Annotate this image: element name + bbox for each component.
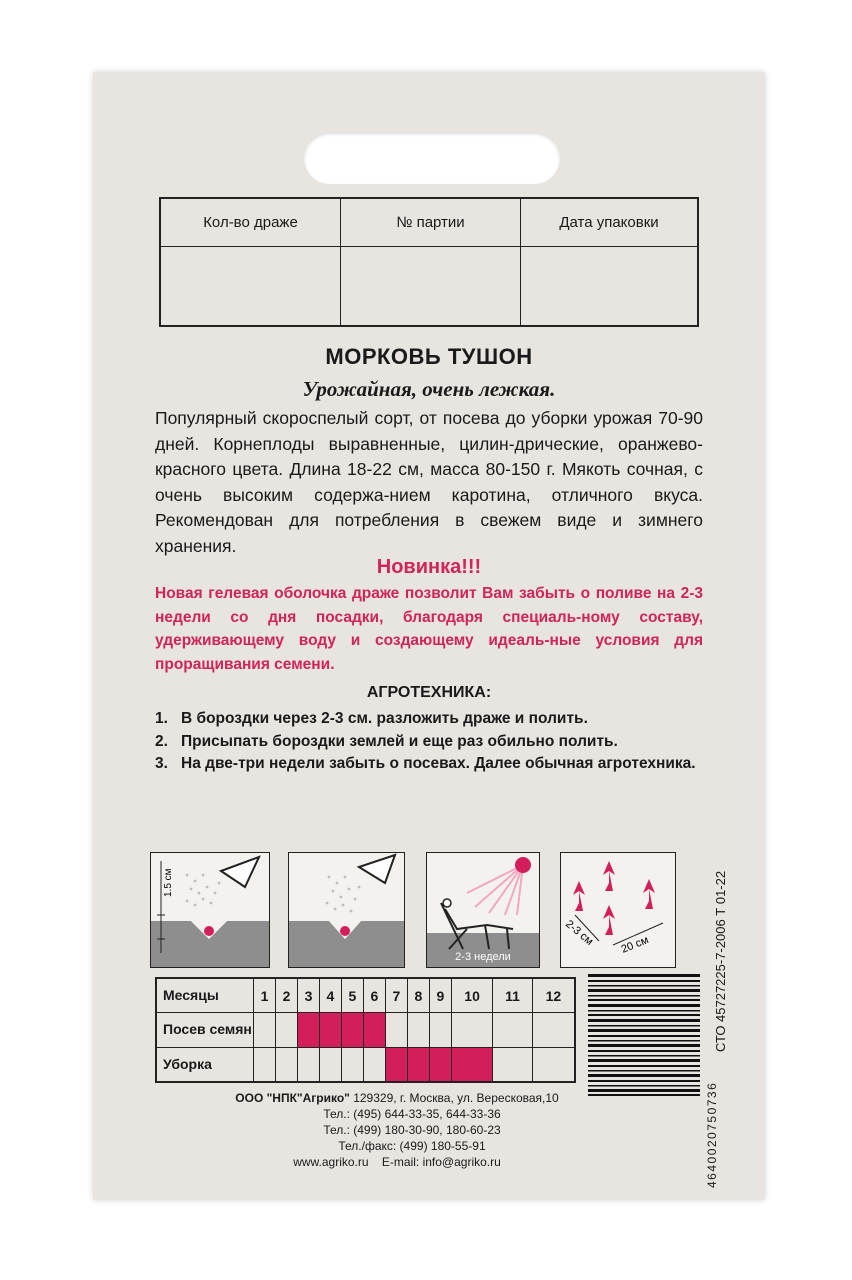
company-name: ООО "НПК"Агрико" xyxy=(235,1091,350,1105)
step-number: 2. xyxy=(155,732,168,750)
website-link[interactable]: www.agriko.ru xyxy=(293,1155,369,1169)
step-text: В бороздки через 2-3 см. разложить драже и полить. xyxy=(181,710,588,727)
calendar-cell xyxy=(532,1013,575,1047)
calendar-cell xyxy=(297,1047,319,1082)
sowing-pictogram xyxy=(150,852,270,968)
calendar-cell xyxy=(319,1013,341,1047)
calendar-cell xyxy=(385,1047,407,1082)
calendar-cell xyxy=(254,1047,276,1082)
month-cell: 2 xyxy=(275,978,297,1013)
agrotech-step xyxy=(155,731,703,754)
phone-line-2: Тел.: (499) 180-30-90, 180-60-23 xyxy=(323,1123,501,1137)
calendar-cell xyxy=(275,1047,297,1082)
planting-scheme-pictogram xyxy=(560,852,676,968)
calendar-cell xyxy=(341,1013,363,1047)
months-label: Месяцы xyxy=(156,978,254,1013)
weeks-label: 2-3 недели xyxy=(455,951,511,963)
month-cell: 12 xyxy=(532,978,575,1013)
company-footer xyxy=(157,1090,637,1170)
spacing-large-label: 20 см xyxy=(619,934,651,956)
product-title: МОРКОВЬ ТУШОН xyxy=(325,344,533,369)
month-cell: 7 xyxy=(385,978,407,1013)
agrotech-step xyxy=(155,708,703,731)
agrotech-step xyxy=(155,753,703,776)
spacing-small-label: 2-3 см xyxy=(563,918,596,948)
calendar-cell xyxy=(493,1013,533,1047)
sowing-calendar xyxy=(155,977,576,1083)
standard-code: СТО 45727225-7-2006 Т 01-22 xyxy=(713,870,728,1052)
month-cell: 1 xyxy=(254,978,276,1013)
month-cell: 11 xyxy=(493,978,533,1013)
calendar-harvest-row xyxy=(156,1047,575,1082)
table-cell-quantity xyxy=(161,247,341,325)
calendar-cell xyxy=(363,1047,385,1082)
calendar-cell xyxy=(451,1047,492,1082)
calendar-cell xyxy=(407,1047,429,1082)
packing-info-table xyxy=(159,197,699,327)
fax-line: Тел./факс: (499) 180-55-91 xyxy=(338,1139,486,1153)
rest-pictogram xyxy=(426,852,540,968)
agrotech-title: АГРОТЕХНИКА: xyxy=(366,684,492,701)
harvest-label: Уборка xyxy=(156,1047,254,1082)
hang-hole xyxy=(304,132,560,184)
barcode-number: 4640020750736 xyxy=(705,1081,719,1188)
watering-pictogram xyxy=(288,852,405,968)
calendar-cell xyxy=(407,1013,429,1047)
month-cell: 8 xyxy=(407,978,429,1013)
table-cell-batch xyxy=(341,247,521,325)
table-header-pack-date: Дата упаковки xyxy=(521,199,697,247)
month-cell: 10 xyxy=(451,978,492,1013)
calendar-cell xyxy=(532,1047,575,1082)
table-header-batch: № партии xyxy=(341,199,521,247)
product-subtitle: Урожайная, очень лежкая. xyxy=(302,377,556,401)
calendar-cell xyxy=(275,1013,297,1047)
calendar-months-row xyxy=(156,978,575,1013)
calendar-cell xyxy=(451,1013,492,1047)
calendar-cell xyxy=(297,1013,319,1047)
company-address: 129329, г. Москва, ул. Вересковая,10 xyxy=(353,1091,559,1105)
step-text: Присыпать бороздки землей и еще раз обильно полить. xyxy=(181,732,618,750)
calendar-cell xyxy=(319,1047,341,1082)
phone-line-1: Тел.: (495) 644-33-35, 644-33-36 xyxy=(323,1107,501,1121)
calendar-sowing-row xyxy=(156,1013,575,1047)
sowing-label: Посев семян xyxy=(156,1013,254,1047)
calendar-cell xyxy=(341,1047,363,1082)
month-cell: 9 xyxy=(429,978,451,1013)
calendar-cell xyxy=(254,1013,276,1047)
table-cell-pack-date xyxy=(521,247,697,325)
month-cell: 3 xyxy=(297,978,319,1013)
calendar-cell xyxy=(493,1047,533,1082)
novelty-title: Новинка!!! xyxy=(376,556,482,578)
step-number: 3. xyxy=(155,755,168,772)
calendar-cell xyxy=(363,1013,385,1047)
calendar-cell xyxy=(429,1047,451,1082)
calendar-cell xyxy=(429,1013,451,1047)
product-description: Популярный скороспелый сорт, от посева до уборки урожая 70-90 дней. Корнеплоды выравненные, цилин-дрические, оранжево-красного цвета. Длина 18-22 см, масса 80-150 г. Мякоть сочная, с очень высоким содержа-нием каротина, отличного вкуса. Рекомендован для потребления в свежем виде и зимнего хранения. xyxy=(155,408,703,556)
step-text: На две-три недели забыть о посевах. Далее обычная агротехника. xyxy=(181,755,696,772)
novelty-text: Новая гелевая оболочка драже позволит Вам забыть о поливе на 2-3 недели со дня посадки, благодаря специаль-ному составу, удерживающему воду и создающему идеаль-ные условия для проращивания семени. xyxy=(155,585,703,673)
calendar-cell xyxy=(385,1013,407,1047)
step-number: 1. xyxy=(155,710,168,727)
contact-line xyxy=(157,1154,637,1170)
depth-label: 1.5 см xyxy=(163,868,174,897)
month-cell: 6 xyxy=(363,978,385,1013)
company-line xyxy=(157,1090,637,1106)
email-link[interactable]: E-mail: info@agriko.ru xyxy=(381,1155,501,1169)
table-header-quantity: Кол-во драже xyxy=(161,199,341,247)
month-cell: 5 xyxy=(341,978,363,1013)
seed-packet-back xyxy=(93,72,765,1200)
barcode xyxy=(588,974,700,1096)
month-cell: 4 xyxy=(319,978,341,1013)
agrotech-steps xyxy=(155,708,703,776)
